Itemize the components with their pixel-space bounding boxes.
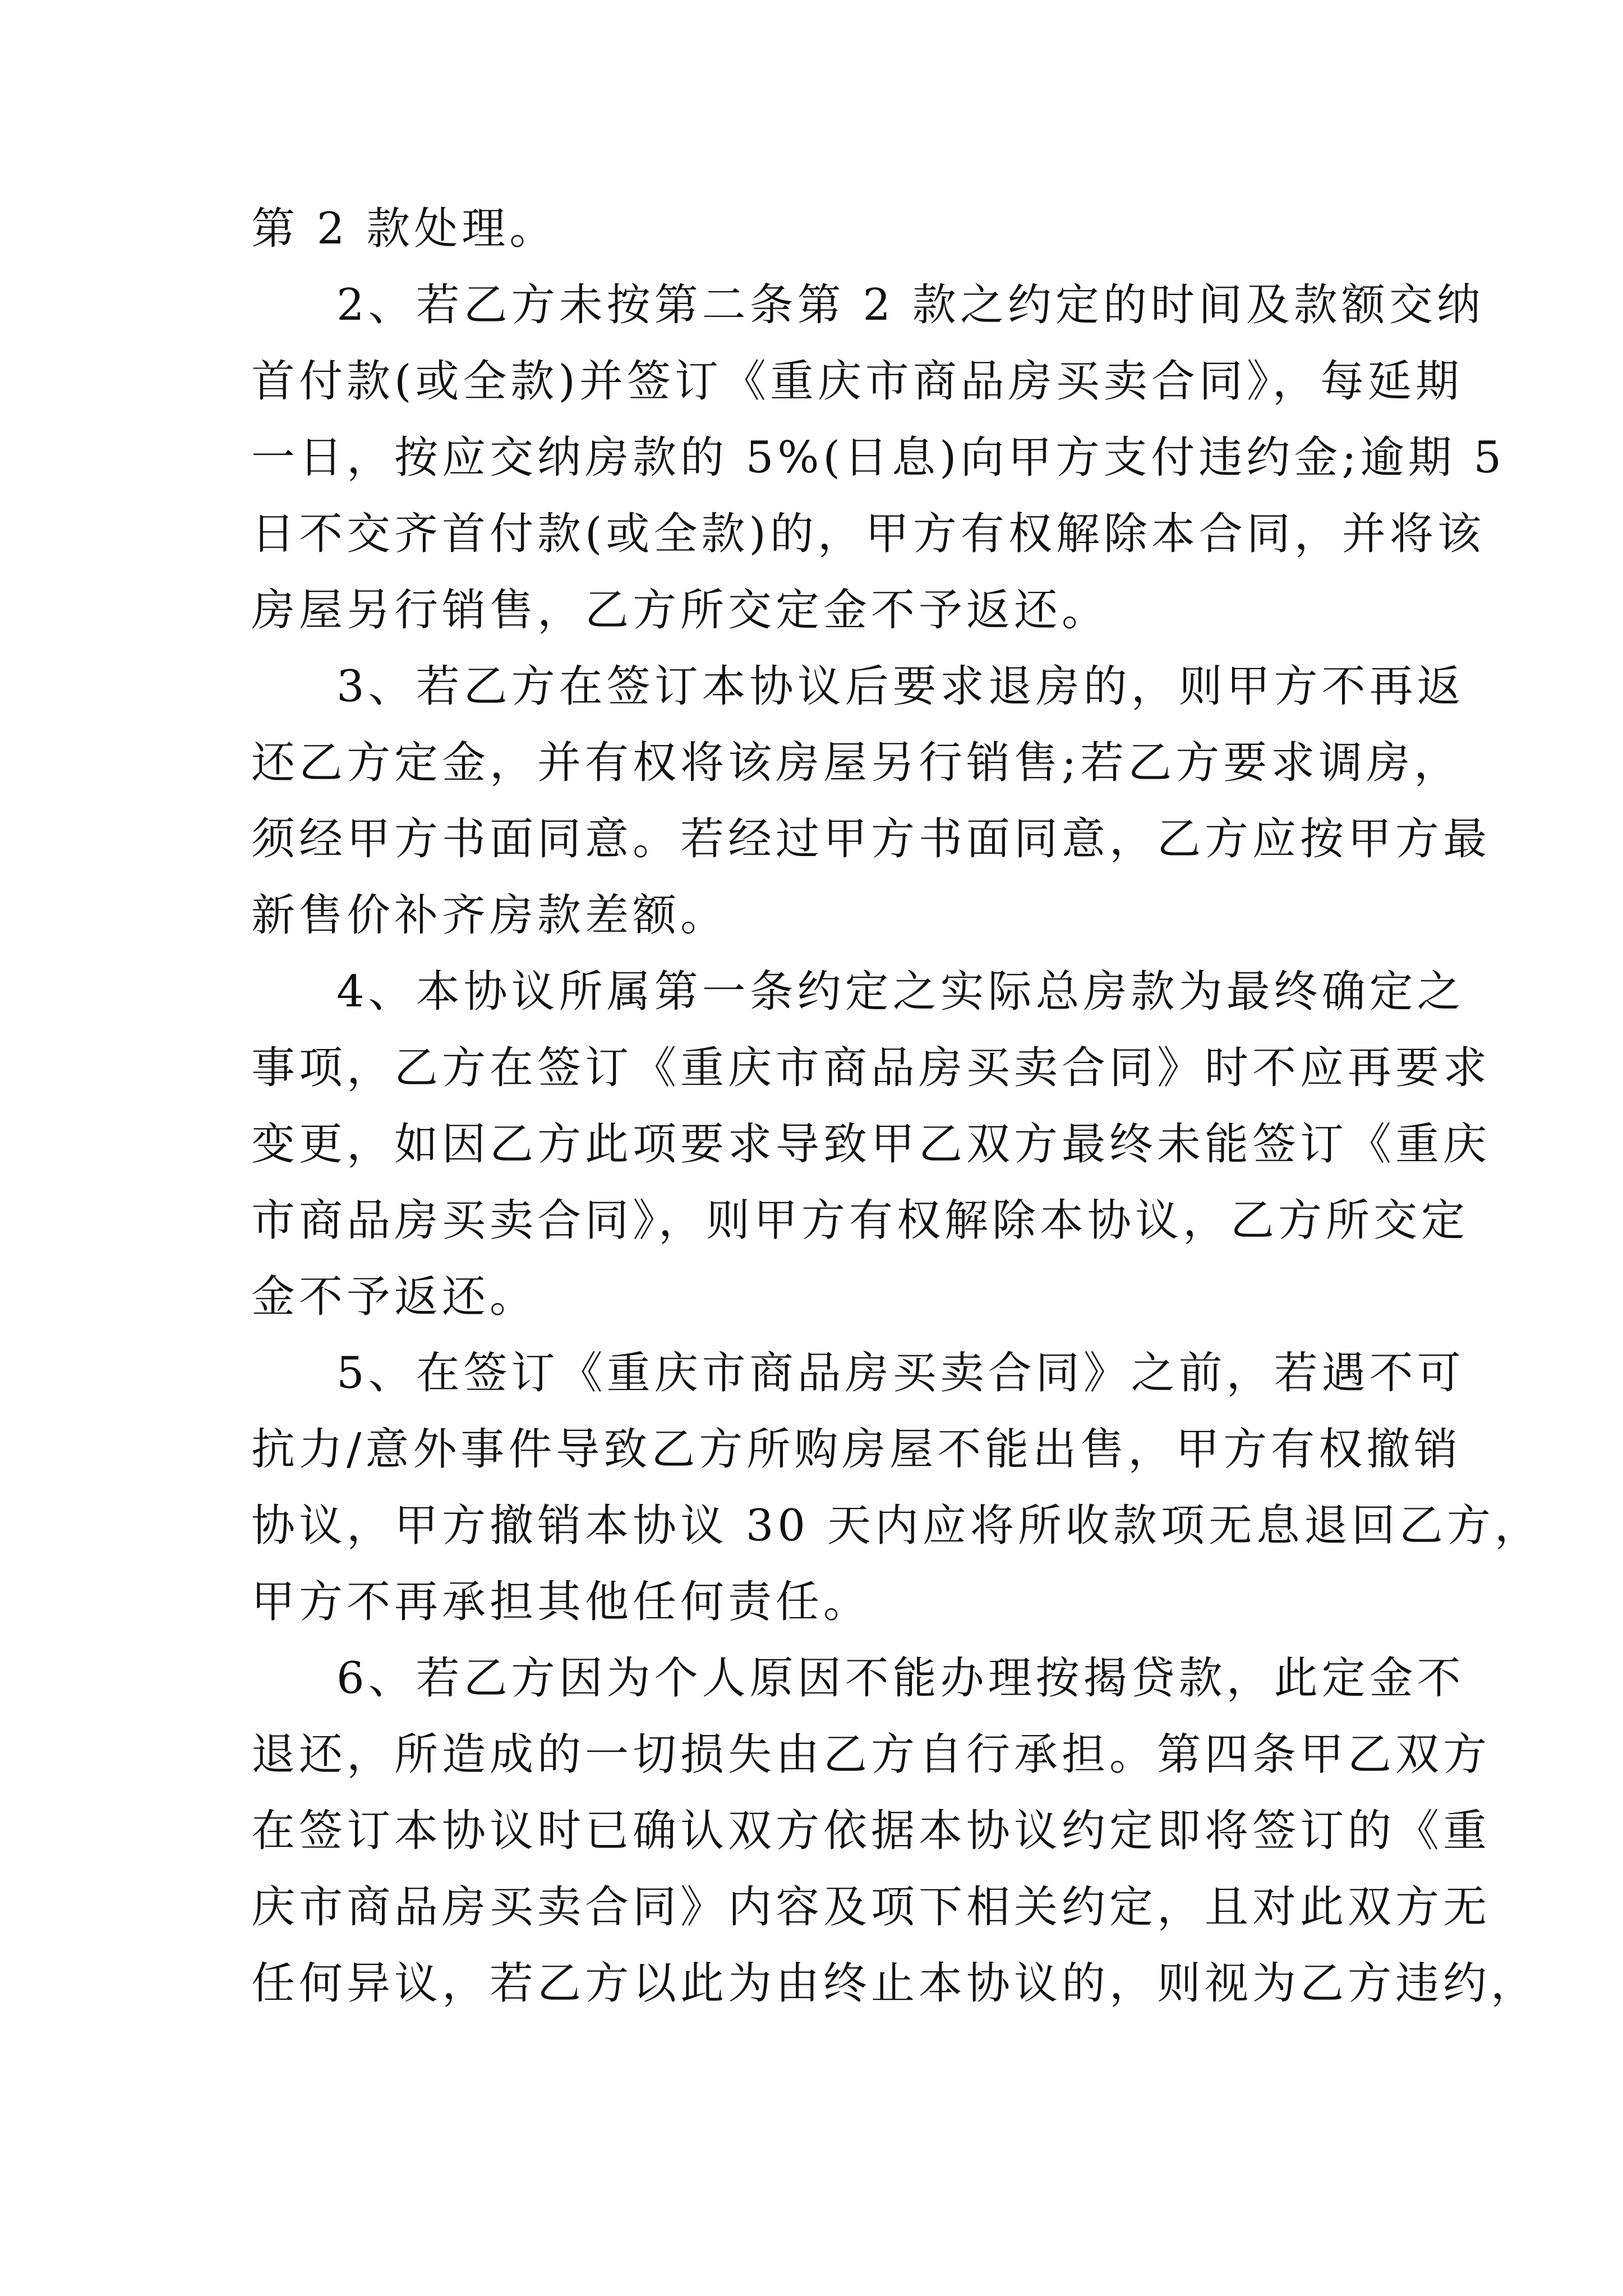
paragraph-line: 抗力/意外事件导致乙方所购房屋不能出售，甲方有权撤销 [251, 1424, 1462, 1475]
paragraph-line: 在签订本协议时已确认双方依据本协议约定即将签订的《重 [251, 1806, 1491, 1856]
paragraph-line: 须经甲方书面同意。若经过甲方书面同意，乙方应按甲方最 [251, 814, 1491, 864]
paragraph-line: 房屋另行销售，乙方所交定金不予返还。 [251, 585, 1110, 636]
paragraph-line: 庆市商品房买卖合同》内容及项下相关约定，且对此双方无 [251, 1882, 1491, 1932]
paragraph-line: 事项，乙方在签订《重庆市商品房买卖合同》时不应再要求 [251, 1043, 1491, 1093]
paragraph-line: 还乙方定金，并有权将该房屋另行销售;若乙方要求调房， [251, 738, 1462, 788]
paragraph-line: 退还，所造成的一切损失由乙方自行承担。第四条甲乙双方 [251, 1729, 1491, 1780]
paragraph-line: 日不交齐首付款(或全款)的，甲方有权解除本合同，并将该 [251, 509, 1485, 559]
paragraph-first-line: 5、在签订《重庆市商品房买卖合同》之前，若遇不可 [336, 1348, 1465, 1398]
paragraph-line: 市商品房买卖合同》，则甲方有权解除本协议，乙方所交定 [251, 1195, 1469, 1246]
paragraph-line: 第 2 款处理。 [251, 204, 557, 254]
paragraph-line: 一日，按应交纳房款的 5%(日息)向甲方支付违约金;逾期 5 [251, 432, 1506, 483]
contract-body-text [251, 191, 1542, 2022]
paragraph-first-line: 4、本协议所属第一条约定之实际总房款为最终确定之 [336, 967, 1465, 1017]
paragraph-line: 任何异议，若乙方以此为由终止本协议的，则视为乙方违约， [251, 1958, 1539, 2009]
paragraph-line: 金不予返还。 [251, 1272, 538, 1322]
paragraph-first-line: 3、若乙方在签订本协议后要求退房的，则甲方不再返 [336, 661, 1465, 712]
paragraph-line: 首付款(或全款)并签订《重庆市商品房买卖合同》，每延期 [251, 356, 1463, 407]
paragraph-line: 协议，甲方撤销本协议 30 天内应将所收款项无息退回乙方， [251, 1501, 1542, 1551]
paragraph-line: 新售价补齐房款差额。 [251, 890, 728, 941]
paragraph-line: 变更，如因乙方此项要求导致甲乙双方最终未能签订《重庆 [251, 1119, 1491, 1170]
paragraph-line: 甲方不再承担其他任何责任。 [251, 1577, 872, 1627]
paragraph-first-line: 2、若乙方未按第二条第 2 款之约定的时间及款额交纳 [336, 280, 1484, 330]
paragraph-first-line: 6、若乙方因为个人原因不能办理按揭贷款，此定金不 [336, 1653, 1465, 1704]
